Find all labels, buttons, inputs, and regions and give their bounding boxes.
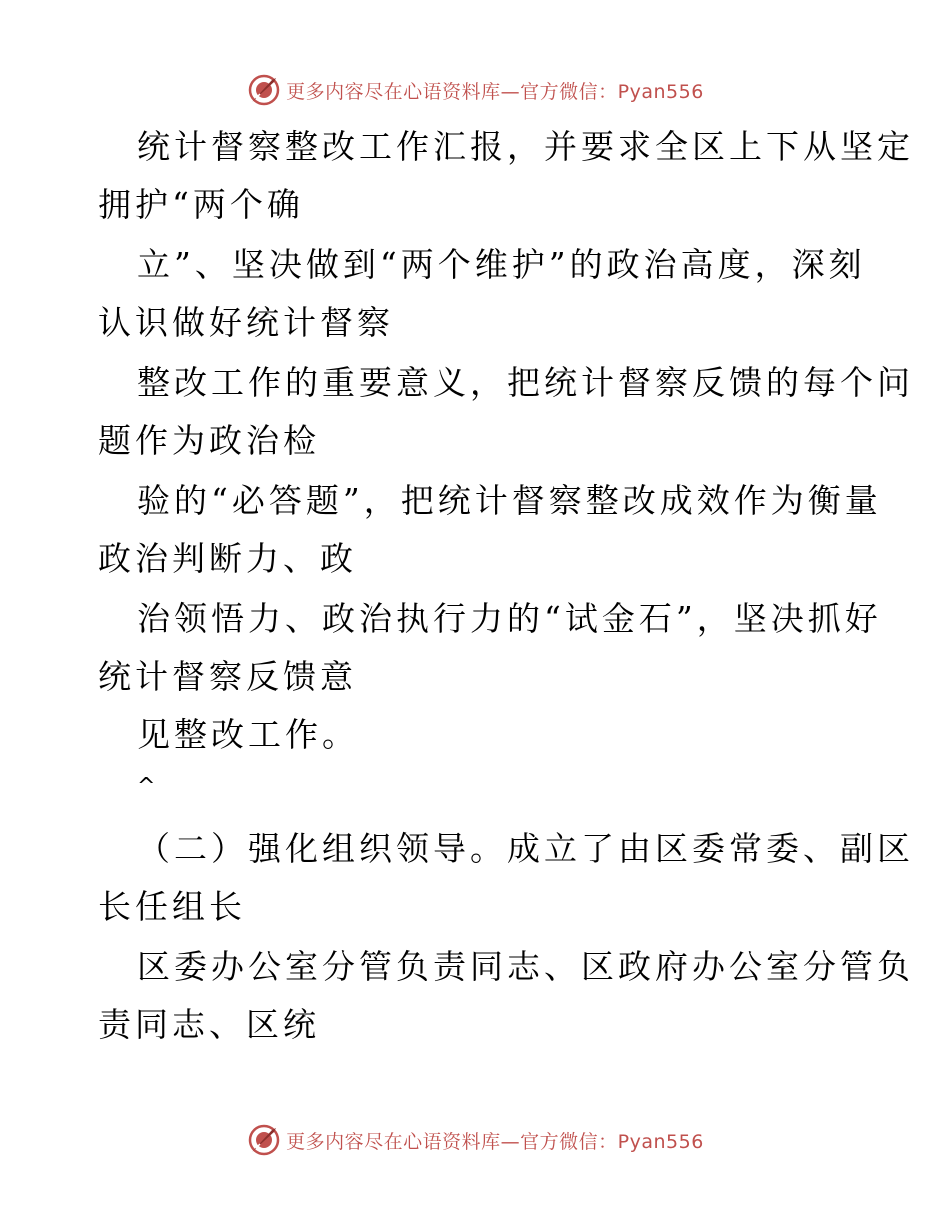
- quill-seal-icon: [246, 1122, 282, 1158]
- body-line: 治领悟力、政治执行力的“试金石”，坚决抓好: [137, 599, 882, 638]
- body-line: 统计督察整改工作汇报，并要求全区上下从坚定: [137, 127, 914, 166]
- quill-seal-icon: [246, 72, 282, 108]
- body-line: 责同志、区统: [98, 1005, 320, 1044]
- body-line: 拥护“两个确: [98, 185, 304, 224]
- body-line: 整改工作的重要意义，把统计督察反馈的每个问: [137, 363, 914, 402]
- header-banner-text: 更多内容尽在心语资料库—官方微信：Pyan556: [286, 80, 704, 103]
- section-heading-line: （二）强化组织领导。成立了由区委常委、副区: [137, 829, 914, 868]
- body-line: 立”、坚决做到“两个维护”的政治高度，深刻: [137, 245, 866, 284]
- body-line: 长任组长: [98, 887, 246, 926]
- caret-mark: ^: [137, 774, 156, 799]
- footer-banner-text: 更多内容尽在心语资料库—官方微信：Pyan556: [286, 1130, 704, 1153]
- body-line: 统计督察反馈意: [98, 657, 357, 696]
- body-line: 验的“必答题”，把统计督察整改成效作为衡量: [137, 481, 882, 520]
- body-line: 政治判断力、政: [98, 539, 357, 578]
- footer-banner: [0, 1120, 950, 1160]
- body-line: 题作为政治检: [98, 421, 320, 460]
- header-banner: [0, 70, 950, 110]
- body-line: 认识做好统计督察: [98, 303, 394, 342]
- body-line: 区委办公室分管负责同志、区政府办公室分管负: [137, 947, 914, 986]
- body-line: 见整改工作。: [137, 715, 359, 754]
